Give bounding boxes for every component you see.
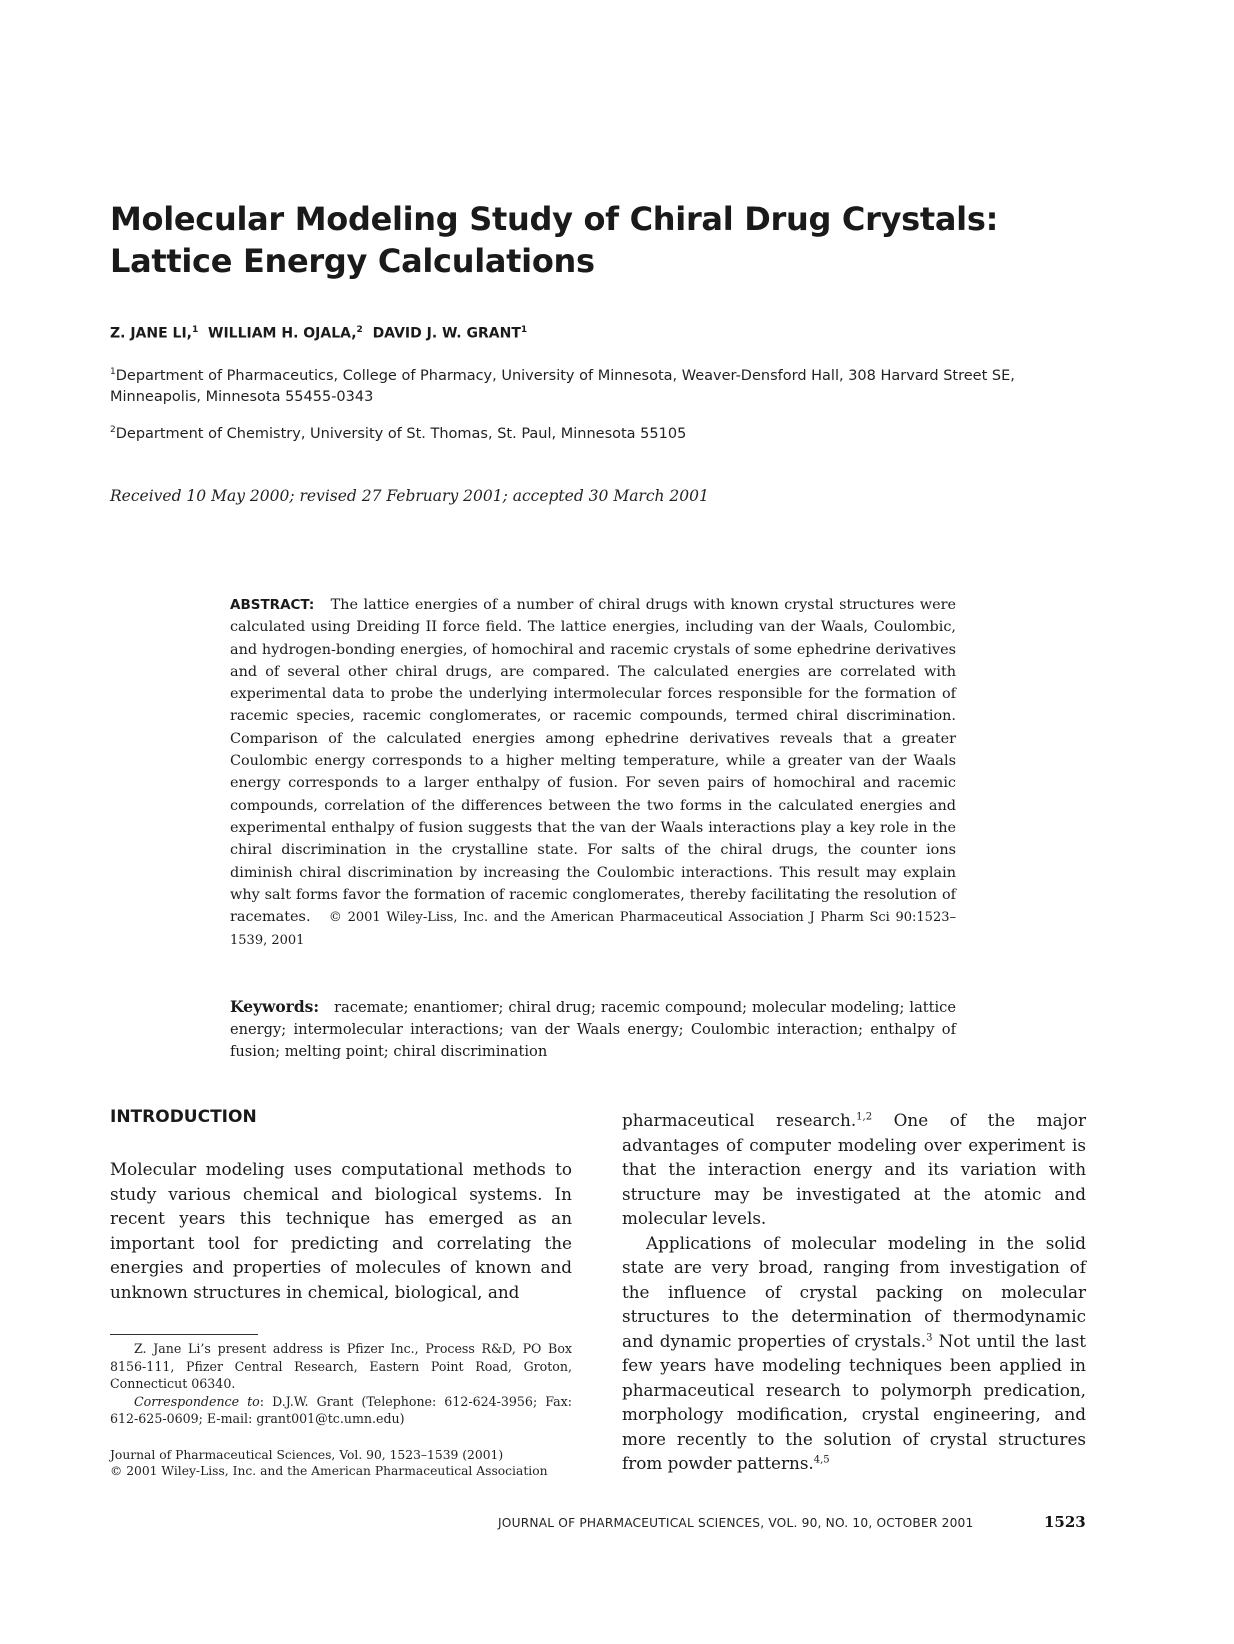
affiliation-text: Department of Chemistry, University of St. Thomas, St. Paul, Minnesota 55105 — [115, 425, 687, 442]
running-footer-journal: JOURNAL OF PHARMACEUTICAL SCIENCES, VOL. 90, NO. 10, OCTOBER 2001 — [498, 1516, 974, 1530]
paragraph-text: Not until the last few years have modeling techniques been applied in pharmaceutical research to polymorph predication, morphology modification, crystal engineering, and more recently to the solution of crystal structures from powder patterns. — [622, 1330, 1086, 1473]
affiliation-2 — [110, 420, 1100, 445]
affiliation-mark: 1 — [110, 367, 116, 377]
footnote-divider — [110, 1334, 258, 1335]
correspondence-text: : D.J.W. Grant (Telephone: 612-624-3956; Fax: 612-625-0609; E-mail: grant001@tc.umn.edu) — [110, 1393, 572, 1426]
author-list — [110, 325, 1110, 342]
author-name: DAVID J. W. GRANT — [372, 325, 521, 342]
affiliation-text: Department of Pharmaceutics, College of Pharmacy, University of Minnesota, Weaver-Densford Hall, 308 Harvard Street SE, Minneapolis, Minnesota 55455-0343 — [110, 367, 1015, 405]
introduction-paragraph-left: Molecular modeling uses computational methods to study various chemical and biological systems. In recent years this technique has emerged as an important tool for predicting and correlating the energies and properties of molecules of known and unknown structures in chemical, biological, and — [110, 1159, 572, 1302]
page-number: 1523 — [1044, 1513, 1086, 1531]
introduction-paragraph-2 — [622, 1231, 1086, 1476]
article-title — [110, 198, 1110, 282]
abstract-text: The lattice energies of a number of chiral drugs with known crystal structures were calculated using Dreiding II force field. The lattice energies, including van der Waals, Coulombic, and hydrogen-bonding energies, of homochiral and racemic crystals of some ephedrine derivatives and of several other chiral drugs, are compared. The calculated energies are correlated with experimental data to probe the underlying intermolecular forces responsible for the formation of racemic species, racemic conglomerates, or racemic compounds, termed chiral discrimination. Comparison of the calculated energies among ephedrine derivatives reveals that a greater Coulombic energy corresponds to a higher melting temperature, while a greater van der Waals energy corresponds to a larger enthalpy of fusion. For seven pairs of homochiral and racemic compounds, correlation of the differences between the two forms in the calculated energies and experimental enthalpy of fusion suggests that the van der Waals interactions play a key role in the chiral discrimination in the crystalline state. For salts of the chiral drugs, the counter ions diminish chiral discrimination by increasing the Coulombic interactions. This result may explain why salt forms favor the formation of racemic conglomerates, thereby facilitating the resolution of racemates. — [230, 597, 956, 926]
journal-info — [110, 1447, 572, 1479]
introduction-paragraph-1 — [622, 1108, 1086, 1231]
keywords — [230, 996, 956, 1063]
footnote-address: Z. Jane Li’s present address is Pfizer Inc., Process R&D, PO Box 8156-111, Pfizer Central Research, Eastern Point Road, Groton, Connecticut 06340. — [110, 1341, 572, 1391]
title-line-1: Molecular Modeling Study of Chiral Drug Crystals: — [110, 200, 999, 238]
paragraph-text: One of the major advantages of computer modeling over experiment is that the interaction energy and its variation with structure may be investigated at the atomic and molecular levels. — [622, 1110, 1086, 1228]
author-affiliation-mark: 1 — [192, 325, 199, 335]
reference-mark: 3 — [926, 1331, 933, 1343]
keywords-text: racemate; enantiomer; chiral drug; racemic compound; molecular modeling; lattice energy; intermolecular interactions; van der Waals energy; Coulombic interaction; enthalpy of fusion; melting point; chiral discrimination — [230, 999, 956, 1060]
paragraph-text: pharmaceutical research. — [622, 1110, 857, 1130]
footnotes — [110, 1340, 572, 1428]
abstract — [230, 594, 956, 953]
abstract-label: ABSTRACT: — [230, 597, 315, 613]
paragraph-text: Applications of molecular modeling in the solid state are very broad, ranging from investigation of the influence of crystal packing on molecular structures to the determination of thermodynamic and dynamic properties of crystals. — [622, 1232, 1086, 1351]
affiliation-1 — [110, 362, 1100, 408]
keywords-label: Keywords: — [230, 997, 320, 1016]
title-line-2: Lattice Energy Calculations — [110, 242, 595, 280]
abstract-citation: © 2001 Wiley-Liss, Inc. and the American Pharmaceutical Association J Pharm Sci 90:1523–1539, 2001 — [230, 910, 956, 949]
journal-info-line-2: © 2001 Wiley-Liss, Inc. and the American Pharmaceutical Association — [110, 1464, 548, 1478]
reference-mark: 1,2 — [856, 1111, 873, 1123]
section-heading-introduction: INTRODUCTION — [110, 1107, 257, 1127]
journal-info-line-1: Journal of Pharmaceutical Sciences, Vol. 90, 1523–1539 (2001) — [110, 1448, 504, 1462]
correspondence-label: Correspondence to — [134, 1393, 260, 1409]
introduction-column-right — [622, 1108, 1086, 1476]
author-name: Z. JANE LI, — [110, 325, 192, 342]
author-name: WILLIAM H. OJALA, — [208, 325, 357, 342]
author-affiliation-mark: 2 — [356, 325, 363, 335]
affiliation-mark: 2 — [110, 425, 116, 435]
received-dates: Received 10 May 2000; revised 27 February 2001; accepted 30 March 2001 — [110, 487, 709, 505]
author-affiliation-mark: 1 — [520, 325, 528, 335]
reference-mark: 4,5 — [813, 1454, 830, 1466]
footnote-correspondence — [110, 1393, 572, 1428]
